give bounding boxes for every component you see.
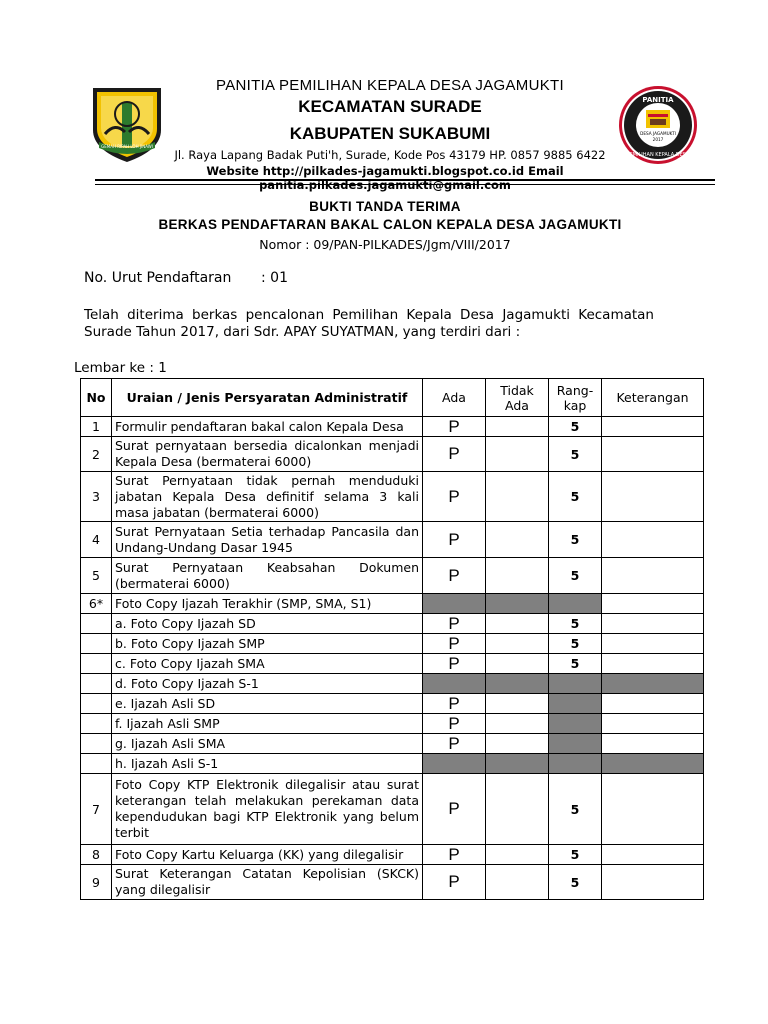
row-rangkap: 5 [549, 634, 602, 654]
row-rangkap: 5 [549, 522, 602, 558]
table-row [81, 654, 704, 674]
col-no: No [81, 379, 112, 417]
row-ada-mark: P [423, 845, 486, 865]
table-row [81, 634, 704, 654]
row-desc: Foto Copy Ijazah Terakhir (SMP, SMA, S1) [112, 594, 423, 614]
row-no: 4 [81, 522, 112, 558]
row-ada-mark: P [423, 437, 486, 472]
logo-desa-text: DESA JAGAMUKTI [640, 131, 676, 136]
row-desc: Surat Pernyataan Keabsahan Dokumen (bermaterai 6000) [112, 558, 423, 594]
row-desc: h. Ijazah Asli S-1 [112, 754, 423, 774]
row-rangkap: 5 [549, 865, 602, 900]
row-desc: e. Ijazah Asli SD [112, 694, 423, 714]
table-row [81, 694, 704, 714]
requirements-table [80, 378, 704, 900]
row-no [81, 734, 112, 754]
row-desc: a. Foto Copy Ijazah SD [112, 614, 423, 634]
row-keterangan [602, 654, 704, 674]
panitia-pilkades-logo [614, 84, 702, 166]
registration-order-label: No. Urut Pendaftaran [84, 270, 232, 286]
row-rangkap [549, 714, 602, 734]
row-no: 6* [81, 594, 112, 614]
row-tidak-ada [486, 865, 549, 900]
row-keterangan [602, 845, 704, 865]
row-ada-mark: P [423, 865, 486, 900]
header-kabupaten: KABUPATEN SUKABUMI [289, 124, 491, 143]
col-rangkap-line1: Rang- [556, 382, 594, 398]
crest-motto: GEMAH RIPAH LOH JINAWI [101, 144, 153, 149]
row-tidak-ada [486, 845, 549, 865]
row-tidak-ada [486, 734, 549, 754]
row-tidak-ada [486, 674, 549, 694]
row-keterangan [602, 614, 704, 634]
col-ada: Ada [423, 379, 486, 417]
row-ada-mark: P [423, 774, 486, 845]
row-tidak-ada [486, 558, 549, 594]
logo-year-text: 2017 [652, 137, 664, 142]
row-keterangan [602, 865, 704, 900]
row-rangkap: 5 [549, 845, 602, 865]
registration-order [84, 270, 288, 286]
row-desc: g. Ijazah Asli SMA [112, 734, 423, 754]
col-tidak-ada [486, 379, 549, 417]
row-desc: Formulir pendaftaran bakal calon Kepala Desa [112, 417, 423, 437]
row-ada-mark: P [423, 734, 486, 754]
row-desc: Surat Keterangan Catatan Kepolisian (SKCK) yang dilegalisir [112, 865, 423, 900]
row-ada-mark: P [423, 694, 486, 714]
row-tidak-ada [486, 774, 549, 845]
table-row [81, 774, 704, 845]
row-keterangan [602, 734, 704, 754]
col-uraian: Uraian / Jenis Persyaratan Administratif [112, 379, 423, 417]
row-no: 9 [81, 865, 112, 900]
row-tidak-ada [486, 754, 549, 774]
row-keterangan [602, 634, 704, 654]
header-kecamatan: KECAMATAN SURADE [298, 97, 482, 116]
row-desc: Foto Copy Kartu Keluarga (KK) yang dilegalisir [112, 845, 423, 865]
row-no [81, 694, 112, 714]
row-rangkap: 5 [549, 558, 602, 594]
row-ada-mark: P [423, 654, 486, 674]
header-rule-thick [95, 179, 715, 181]
row-desc: d. Foto Copy Ijazah S-1 [112, 674, 423, 694]
doc-title: BUKTI TANDA TERIMA [309, 199, 461, 214]
doc-number: Nomor : 09/PAN-PILKADES/Jgm/VIII/2017 [259, 237, 511, 252]
table-row [81, 472, 704, 522]
row-rangkap: 5 [549, 472, 602, 522]
row-tidak-ada [486, 654, 549, 674]
row-rangkap [549, 754, 602, 774]
table-row [81, 417, 704, 437]
row-no [81, 614, 112, 634]
row-keterangan [602, 714, 704, 734]
doc-subtitle: BERKAS PENDAFTARAN BAKAL CALON KEPALA DESA JAGAMUKTI [158, 217, 622, 232]
row-keterangan [602, 417, 704, 437]
sheet-number: Lembar ke : 1 [74, 360, 167, 376]
row-tidak-ada [486, 522, 549, 558]
col-rangkap-line2: kap [563, 397, 587, 413]
row-keterangan [602, 522, 704, 558]
table-header-row [81, 379, 704, 417]
row-desc: b. Foto Copy Ijazah SMP [112, 634, 423, 654]
table-row [81, 437, 704, 472]
row-keterangan [602, 558, 704, 594]
row-no: 7 [81, 774, 112, 845]
table-row [81, 754, 704, 774]
table-row [81, 845, 704, 865]
row-ada-mark: P [423, 634, 486, 654]
table-row [81, 714, 704, 734]
row-ada-mark [423, 754, 486, 774]
row-no: 2 [81, 437, 112, 472]
row-tidak-ada [486, 614, 549, 634]
row-keterangan [602, 694, 704, 714]
row-rangkap [549, 694, 602, 714]
header-rule-thin [95, 184, 715, 185]
row-keterangan [602, 774, 704, 845]
row-ada-mark: P [423, 614, 486, 634]
logo-ring-text: PEMILIHAN KEPALA DESA [626, 152, 690, 158]
table-row [81, 865, 704, 900]
row-desc: Surat pernyataan bersedia dicalonkan menjadi Kepala Desa (bermaterai 6000) [112, 437, 423, 472]
row-ada-mark: P [423, 522, 486, 558]
row-tidak-ada [486, 634, 549, 654]
row-ada-mark: P [423, 472, 486, 522]
row-rangkap: 5 [549, 614, 602, 634]
row-keterangan [602, 594, 704, 614]
row-tidak-ada [486, 594, 549, 614]
row-tidak-ada [486, 437, 549, 472]
row-no: 8 [81, 845, 112, 865]
row-tidak-ada [486, 714, 549, 734]
row-no: 5 [81, 558, 112, 594]
receipt-paragraph: Telah diterima berkas pencalonan Pemilihan Kepala Desa Jagamukti Kecamatan Surade Tahun 2017, dari Sdr. APAY SUYATMAN, yang terdiri dari : [84, 307, 654, 340]
row-rangkap: 5 [549, 654, 602, 674]
row-no: 1 [81, 417, 112, 437]
row-desc: Foto Copy KTP Elektronik dilegalisir atau surat keterangan telah melakukan perekaman data kependudukan bagi KTP Elektronik yang belum terbit [112, 774, 423, 845]
row-rangkap: 5 [549, 437, 602, 472]
row-rangkap: 5 [549, 417, 602, 437]
row-no [81, 634, 112, 654]
row-ada-mark: P [423, 558, 486, 594]
row-desc: f. Ijazah Asli SMP [112, 714, 423, 734]
sukabumi-crest-logo [89, 84, 165, 164]
row-no [81, 754, 112, 774]
row-no [81, 674, 112, 694]
table-row [81, 522, 704, 558]
table-row [81, 614, 704, 634]
row-ada-mark [423, 674, 486, 694]
row-desc: Surat Pernyataan tidak pernah menduduki jabatan Kepala Desa definitif selama 3 kali masa jabatan (bermaterai 6000) [112, 472, 423, 522]
row-rangkap [549, 594, 602, 614]
table-row [81, 674, 704, 694]
row-ada-mark: P [423, 417, 486, 437]
row-keterangan [602, 674, 704, 694]
table-row [81, 594, 704, 614]
col-keterangan: Keterangan [602, 379, 704, 417]
row-desc: c. Foto Copy Ijazah SMA [112, 654, 423, 674]
row-desc: Surat Pernyataan Setia terhadap Pancasila dan Undang-Undang Dasar 1945 [112, 522, 423, 558]
row-keterangan [602, 472, 704, 522]
row-tidak-ada [486, 472, 549, 522]
row-rangkap [549, 734, 602, 754]
row-rangkap: 5 [549, 774, 602, 845]
col-tidak-ada-line2: Ada [505, 397, 529, 413]
col-tidak-ada-line1: Tidak [500, 382, 534, 398]
header-website: Website http://pilkades-jagamukti.blogspot.co.id Email panitia.pilkades.jagamukti@gmail.com [206, 164, 564, 192]
row-no: 3 [81, 472, 112, 522]
header-address: Jl. Raya Lapang Badak Puti'h, Surade, Kode Pos 43179 HP. 0857 9885 6422 [174, 148, 606, 162]
row-no [81, 714, 112, 734]
row-ada-mark [423, 594, 486, 614]
row-no [81, 654, 112, 674]
table-row [81, 558, 704, 594]
table-row [81, 734, 704, 754]
logo-panitia-text: PANITIA [642, 96, 674, 104]
row-keterangan [602, 437, 704, 472]
row-tidak-ada [486, 694, 549, 714]
header-committee: PANITIA PEMILIHAN KEPALA DESA JAGAMUKTI [216, 77, 564, 94]
registration-order-value: : 01 [261, 270, 288, 286]
row-ada-mark: P [423, 714, 486, 734]
col-rangkap [549, 379, 602, 417]
row-rangkap [549, 674, 602, 694]
row-keterangan [602, 754, 704, 774]
row-tidak-ada [486, 417, 549, 437]
